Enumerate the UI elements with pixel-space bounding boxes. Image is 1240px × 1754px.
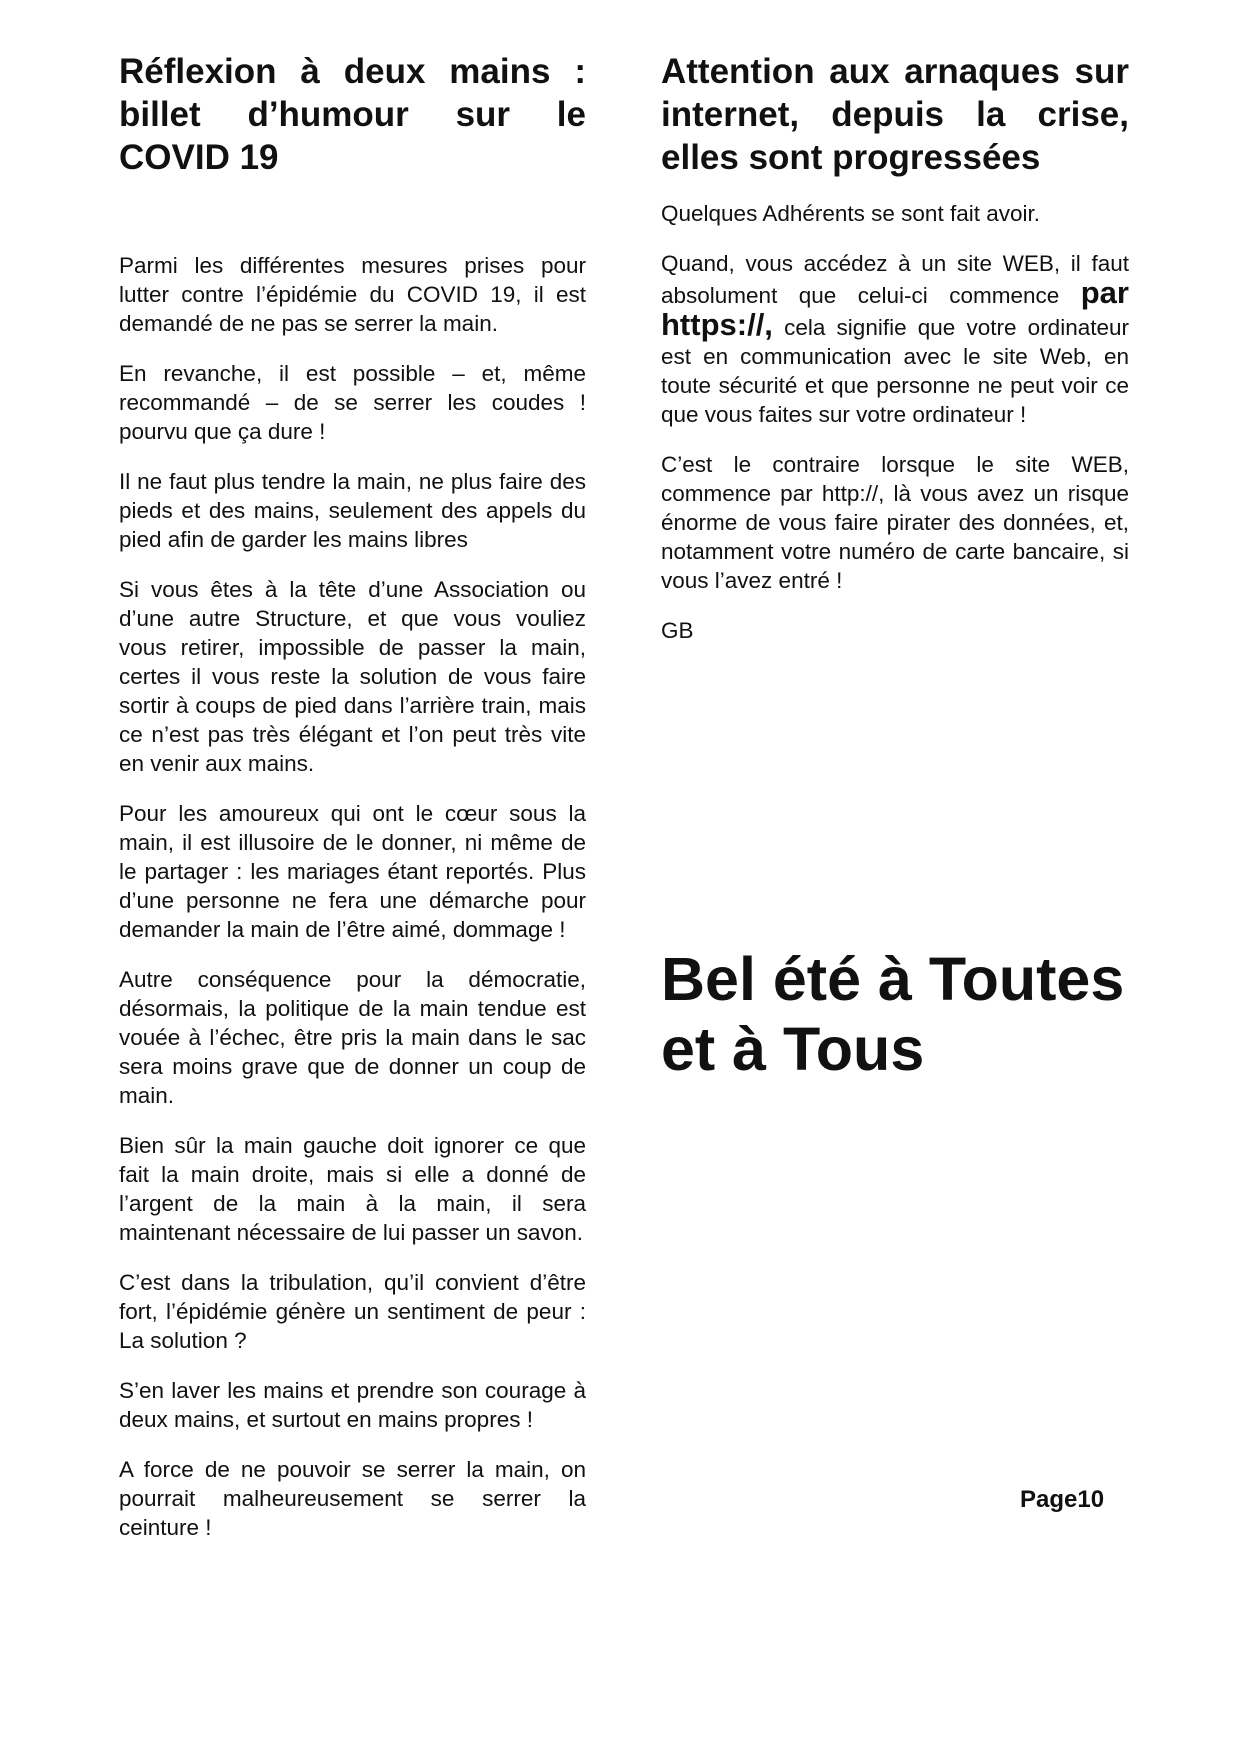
left-paragraph-7: Bien sûr la main gauche doit ignorer ce que fait la main droite, mais si elle a donné de l’argent de la main à la main, il sera maintenant nécessaire de lui passer un savon. [119,1133,586,1245]
left-paragraph-2: En revanche, il est possible – et, même recommandé – de se serrer les coudes ! pourvu que ça dure ! [119,361,586,444]
right-intro: Quelques Adhérents se sont fait avoir. [661,201,1040,226]
right-paragraph-https [661,249,1129,429]
left-article [119,50,586,1563]
https-emphasis: par https://, [661,275,1129,342]
left-paragraph-1: Parmi les différentes mesures prises pour lutter contre l’épidémie du COVID 19, il est demandé de ne pas se serrer la main. [119,253,586,336]
page-number: Page10 [1020,1486,1105,1513]
left-paragraph-8: C’est dans la tribulation, qu’il convient d’être fort, l’épidémie génère un sentiment de peur : La solution ? [119,1270,586,1353]
https-text-after: cela signifie que votre ordinateur est en communication avec le site Web, en toute sécurité et que personne ne peut voir ce que vous faites sur votre ordinateur ! [661,315,1129,427]
left-paragraph-6: Autre conséquence pour la démocratie, désormais, la politique de la main tendue est vouée à l’échec, être pris la main dans le sac sera moins grave que de donner un coup de main. [119,967,586,1108]
left-paragraph-5: Pour les amoureux qui ont le cœur sous la main, il est illusoire de le donner, ni même de le partager : les mariages étant reportés. Plus d’une personne ne fera une démarche pour demander la main de l’être aimé, dommage ! [119,801,586,942]
right-article-title: Attention aux arnaques sur internet, depuis la crise, elles sont progressées [661,52,1129,177]
https-text-before: Quand, vous accédez à un site WEB, il faut absolument que celui-ci commence [661,251,1129,308]
closing-line-2: et à Tous [661,1015,925,1083]
left-article-title: Réflexion à deux mains : billet d’humour sur le COVID 19 [119,52,586,177]
left-paragraph-3: Il ne faut plus tendre la main, ne plus faire des pieds et des mains, seulement des appels du pied afin de garder les mains libres [119,469,586,552]
right-article [661,50,1129,666]
left-paragraph-9: S’en laver les mains et prendre son courage à deux mains, et surtout en mains propres ! [119,1378,586,1432]
closing-line-1: Bel été à Toutes [661,945,1125,1013]
left-paragraph-10: A force de ne pouvoir se serrer la main, on pourrait malheureusement se serrer la ceinture ! [119,1457,586,1540]
closing-greeting [661,944,1161,1084]
left-paragraph-4: Si vous êtes à la tête d’une Association ou d’une autre Structure, et que vous vouliez vous retirer, impossible de passer la main, certes il vous reste la solution de vous faire sortir à coups de pied dans l’arrière train, mais ce n’est pas très élégant et l’on peut très vite en venir aux mains. [119,577,586,776]
signature: GB [661,618,694,643]
right-paragraph-http: C’est le contraire lorsque le site WEB, commence par http://, là vous avez un risque énorme de vous faire pirater des données, et, notamment votre numéro de carte bancaire, si vous l’avez entré ! [661,452,1129,593]
